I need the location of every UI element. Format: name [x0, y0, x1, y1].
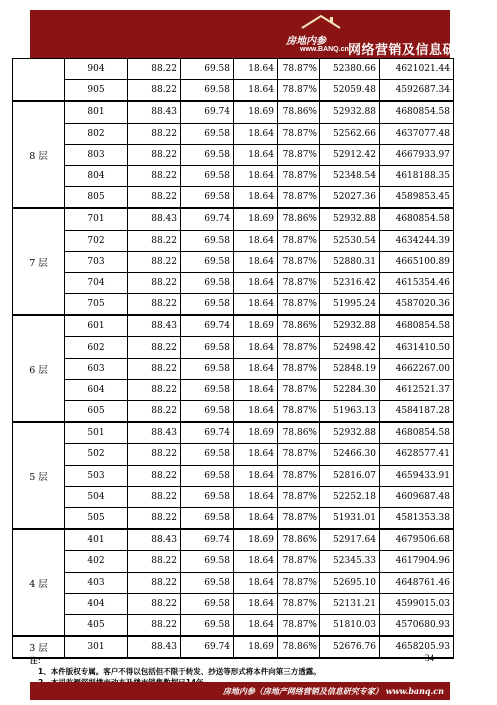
table-row [13, 379, 454, 400]
room-number-cell: 402 [65, 551, 128, 572]
value-cell: 4587020.36 [380, 294, 454, 316]
value-cell: 52027.36 [320, 187, 380, 209]
value-cell: 4592687.34 [380, 80, 454, 102]
value-cell: 69.74 [181, 422, 234, 444]
value-cell: 69.58 [181, 401, 234, 423]
value-cell: 88.22 [128, 593, 181, 614]
value-cell: 69.74 [181, 101, 234, 123]
value-cell: 4665100.89 [380, 251, 454, 272]
value-cell: 52932.88 [320, 101, 380, 123]
value-cell: 4618188.35 [380, 165, 454, 186]
value-cell: 4659433.91 [380, 465, 454, 486]
value-cell: 52848.19 [320, 358, 380, 379]
value-cell: 52932.88 [320, 422, 380, 444]
banner-tagline: 网络营销及信息研究专家 [348, 43, 497, 58]
room-number-cell: 501 [65, 422, 128, 444]
value-cell: 69.58 [181, 80, 234, 102]
value-cell: 4658205.93 [380, 636, 454, 658]
footer-text: 房地内参（房地产网络营销及信息研究专家） www.banq.cn [222, 686, 444, 696]
value-cell: 69.58 [181, 486, 234, 507]
floor-cell: 4 层 [13, 529, 65, 636]
value-cell: 4628577.41 [380, 444, 454, 465]
value-cell: 78.87% [278, 165, 320, 186]
table-row [13, 486, 454, 507]
room-number-cell: 702 [65, 230, 128, 251]
value-cell: 51963.13 [320, 401, 380, 423]
value-cell: 78.86% [278, 101, 320, 123]
value-cell: 88.43 [128, 529, 181, 551]
value-cell: 18.64 [234, 486, 278, 507]
value-cell: 18.64 [234, 230, 278, 251]
table-row [13, 230, 454, 251]
value-cell: 69.58 [181, 551, 234, 572]
room-number-cell: 601 [65, 315, 128, 337]
value-cell: 18.64 [234, 165, 278, 186]
room-number-cell: 404 [65, 593, 128, 614]
value-cell: 78.87% [278, 486, 320, 507]
value-cell: 69.58 [181, 123, 234, 144]
note-1: 1、本件版权专属。客户不得以包括但不限于转发、抄送等形式将本件向第三方透露。 [38, 667, 321, 676]
room-number-cell: 904 [65, 59, 128, 80]
value-cell: 88.43 [128, 101, 181, 123]
room-number-cell: 804 [65, 165, 128, 186]
value-cell: 78.87% [278, 379, 320, 400]
value-cell: 78.86% [278, 208, 320, 230]
value-cell: 52059.48 [320, 80, 380, 102]
value-cell: 4570680.93 [380, 614, 454, 636]
value-cell: 18.64 [234, 123, 278, 144]
value-cell: 52562.66 [320, 123, 380, 144]
table-row [13, 507, 454, 529]
table-row [13, 272, 454, 293]
value-cell: 52912.42 [320, 144, 380, 165]
value-cell: 78.86% [278, 636, 320, 658]
value-cell: 4680854.58 [380, 101, 454, 123]
value-cell: 18.64 [234, 80, 278, 102]
value-cell: 52816.07 [320, 465, 380, 486]
value-cell: 88.22 [128, 465, 181, 486]
value-cell: 4680854.58 [380, 422, 454, 444]
table-row [13, 101, 454, 123]
value-cell: 18.69 [234, 315, 278, 337]
value-cell: 88.22 [128, 123, 181, 144]
value-cell: 18.64 [234, 572, 278, 593]
logo-url: www.BANQ.cn [300, 46, 349, 53]
value-cell: 69.58 [181, 165, 234, 186]
room-number-cell: 602 [65, 337, 128, 358]
value-cell: 52932.88 [320, 315, 380, 337]
value-cell: 69.58 [181, 251, 234, 272]
notes-title: 注： [30, 656, 45, 665]
room-number-cell: 403 [65, 572, 128, 593]
room-number-cell: 301 [65, 636, 128, 658]
value-cell: 69.58 [181, 572, 234, 593]
table-row [13, 593, 454, 614]
table-row [13, 337, 454, 358]
table-row [13, 465, 454, 486]
table-row [13, 529, 454, 551]
value-cell: 4617904.96 [380, 551, 454, 572]
value-cell: 4667933.97 [380, 144, 454, 165]
value-cell: 18.64 [234, 294, 278, 316]
value-cell: 78.87% [278, 593, 320, 614]
value-cell: 18.64 [234, 144, 278, 165]
value-cell: 88.22 [128, 230, 181, 251]
value-cell: 88.22 [128, 507, 181, 529]
value-cell: 4584187.28 [380, 401, 454, 423]
table-row [13, 251, 454, 272]
room-number-cell: 401 [65, 529, 128, 551]
header-banner [30, 10, 497, 58]
value-cell: 78.87% [278, 251, 320, 272]
table-row [13, 294, 454, 316]
value-cell: 18.64 [234, 358, 278, 379]
value-cell: 78.87% [278, 444, 320, 465]
room-number-cell: 802 [65, 123, 128, 144]
room-number-cell: 805 [65, 187, 128, 209]
unit-data-table [12, 58, 454, 659]
value-cell: 4680854.58 [380, 208, 454, 230]
value-cell: 4612521.37 [380, 379, 454, 400]
value-cell: 88.22 [128, 572, 181, 593]
value-cell: 18.64 [234, 593, 278, 614]
table-row [13, 165, 454, 186]
value-cell: 4589853.45 [380, 187, 454, 209]
value-cell: 69.74 [181, 636, 234, 658]
value-cell: 18.64 [234, 465, 278, 486]
value-cell: 88.43 [128, 636, 181, 658]
value-cell: 51995.24 [320, 294, 380, 316]
value-cell: 69.58 [181, 614, 234, 636]
value-cell: 69.74 [181, 208, 234, 230]
room-number-cell: 705 [65, 294, 128, 316]
room-number-cell: 905 [65, 80, 128, 102]
value-cell: 69.58 [181, 444, 234, 465]
value-cell: 88.22 [128, 294, 181, 316]
value-cell: 18.69 [234, 208, 278, 230]
value-cell: 78.87% [278, 551, 320, 572]
value-cell: 88.43 [128, 208, 181, 230]
value-cell: 52380.66 [320, 59, 380, 80]
table-row [13, 123, 454, 144]
value-cell: 88.22 [128, 187, 181, 209]
value-cell: 18.64 [234, 444, 278, 465]
value-cell: 78.87% [278, 614, 320, 636]
value-cell: 88.22 [128, 379, 181, 400]
table-row [13, 59, 454, 80]
value-cell: 69.58 [181, 187, 234, 209]
value-cell: 78.87% [278, 144, 320, 165]
value-cell: 69.58 [181, 507, 234, 529]
table-row [13, 144, 454, 165]
value-cell: 78.87% [278, 358, 320, 379]
value-cell: 69.58 [181, 230, 234, 251]
table-row [13, 315, 454, 337]
value-cell: 78.87% [278, 187, 320, 209]
value-cell: 51810.03 [320, 614, 380, 636]
value-cell: 78.86% [278, 529, 320, 551]
value-cell: 52695.10 [320, 572, 380, 593]
table-row [13, 80, 454, 102]
floor-cell: 7 层 [13, 208, 65, 315]
value-cell: 88.22 [128, 358, 181, 379]
value-cell: 69.58 [181, 144, 234, 165]
value-cell: 69.58 [181, 465, 234, 486]
value-cell: 18.64 [234, 59, 278, 80]
table-row [13, 422, 454, 444]
room-number-cell: 603 [65, 358, 128, 379]
value-cell: 78.87% [278, 401, 320, 423]
value-cell: 69.58 [181, 379, 234, 400]
value-cell: 51931.01 [320, 507, 380, 529]
value-cell: 18.64 [234, 379, 278, 400]
value-cell: 4631410.50 [380, 337, 454, 358]
table-row [13, 572, 454, 593]
value-cell: 18.64 [234, 507, 278, 529]
value-cell: 69.58 [181, 294, 234, 316]
value-cell: 78.87% [278, 572, 320, 593]
logo-text: 房地内参 [286, 36, 326, 47]
room-number-cell: 605 [65, 401, 128, 423]
value-cell: 52498.42 [320, 337, 380, 358]
floor-cell: 8 层 [13, 101, 65, 208]
page-number: 34 [425, 653, 434, 663]
value-cell: 4634244.39 [380, 230, 454, 251]
value-cell: 78.87% [278, 272, 320, 293]
value-cell: 69.58 [181, 593, 234, 614]
value-cell: 52252.18 [320, 486, 380, 507]
value-cell: 88.22 [128, 80, 181, 102]
value-cell: 18.69 [234, 422, 278, 444]
value-cell: 78.87% [278, 59, 320, 80]
value-cell: 78.87% [278, 123, 320, 144]
value-cell: 18.64 [234, 401, 278, 423]
value-cell: 4680854.58 [380, 315, 454, 337]
value-cell: 52932.88 [320, 208, 380, 230]
table-row [13, 551, 454, 572]
value-cell: 4637077.48 [380, 123, 454, 144]
value-cell: 18.69 [234, 529, 278, 551]
value-cell: 88.43 [128, 315, 181, 337]
value-cell: 52284.30 [320, 379, 380, 400]
room-number-cell: 704 [65, 272, 128, 293]
value-cell: 4648761.46 [380, 572, 454, 593]
value-cell: 18.69 [234, 101, 278, 123]
value-cell: 18.64 [234, 187, 278, 209]
value-cell: 69.58 [181, 358, 234, 379]
value-cell: 69.74 [181, 315, 234, 337]
table-row [13, 187, 454, 209]
value-cell: 52917.64 [320, 529, 380, 551]
value-cell: 52316.42 [320, 272, 380, 293]
value-cell: 88.22 [128, 165, 181, 186]
value-cell: 18.64 [234, 551, 278, 572]
room-number-cell: 703 [65, 251, 128, 272]
value-cell: 4615354.46 [380, 272, 454, 293]
floor-cell: 3 层 [13, 636, 65, 658]
value-cell: 52345.33 [320, 551, 380, 572]
value-cell: 78.87% [278, 230, 320, 251]
table-row [13, 614, 454, 636]
room-number-cell: 502 [65, 444, 128, 465]
value-cell: 78.86% [278, 422, 320, 444]
table-row [13, 358, 454, 379]
value-cell: 52466.30 [320, 444, 380, 465]
value-cell: 18.64 [234, 614, 278, 636]
table-row [13, 444, 454, 465]
value-cell: 88.22 [128, 444, 181, 465]
value-cell: 52676.76 [320, 636, 380, 658]
value-cell: 52348.54 [320, 165, 380, 186]
room-number-cell: 604 [65, 379, 128, 400]
floor-cell: 5 层 [13, 422, 65, 529]
value-cell: 88.22 [128, 59, 181, 80]
value-cell: 4599015.03 [380, 593, 454, 614]
value-cell: 4662267.00 [380, 358, 454, 379]
value-cell: 88.22 [128, 486, 181, 507]
value-cell: 88.22 [128, 251, 181, 272]
room-number-cell: 803 [65, 144, 128, 165]
room-number-cell: 504 [65, 486, 128, 507]
value-cell: 88.22 [128, 401, 181, 423]
value-cell: 78.87% [278, 465, 320, 486]
room-number-cell: 503 [65, 465, 128, 486]
value-cell: 18.69 [234, 636, 278, 658]
value-cell: 78.86% [278, 315, 320, 337]
value-cell: 88.22 [128, 551, 181, 572]
footer-banner [30, 682, 450, 700]
value-cell: 88.22 [128, 144, 181, 165]
value-cell: 88.22 [128, 272, 181, 293]
room-number-cell: 801 [65, 101, 128, 123]
value-cell: 52880.31 [320, 251, 380, 272]
value-cell: 4621021.44 [380, 59, 454, 80]
value-cell: 78.87% [278, 337, 320, 358]
value-cell: 69.58 [181, 59, 234, 80]
value-cell: 52131.21 [320, 593, 380, 614]
value-cell: 4609687.48 [380, 486, 454, 507]
table-row [13, 208, 454, 230]
value-cell: 69.74 [181, 529, 234, 551]
value-cell: 4679506.68 [380, 529, 454, 551]
value-cell: 18.64 [234, 272, 278, 293]
room-number-cell: 701 [65, 208, 128, 230]
value-cell: 18.64 [234, 251, 278, 272]
value-cell: 78.87% [278, 507, 320, 529]
table-row [13, 401, 454, 423]
value-cell: 88.43 [128, 422, 181, 444]
value-cell: 69.58 [181, 337, 234, 358]
value-cell: 4581353.38 [380, 507, 454, 529]
value-cell: 88.22 [128, 614, 181, 636]
room-number-cell: 505 [65, 507, 128, 529]
floor-cell: 6 层 [13, 315, 65, 422]
room-number-cell: 405 [65, 614, 128, 636]
value-cell: 88.22 [128, 337, 181, 358]
floor-cell [13, 59, 65, 102]
value-cell: 18.64 [234, 337, 278, 358]
value-cell: 52530.54 [320, 230, 380, 251]
value-cell: 78.87% [278, 80, 320, 102]
value-cell: 78.87% [278, 294, 320, 316]
value-cell: 69.58 [181, 272, 234, 293]
